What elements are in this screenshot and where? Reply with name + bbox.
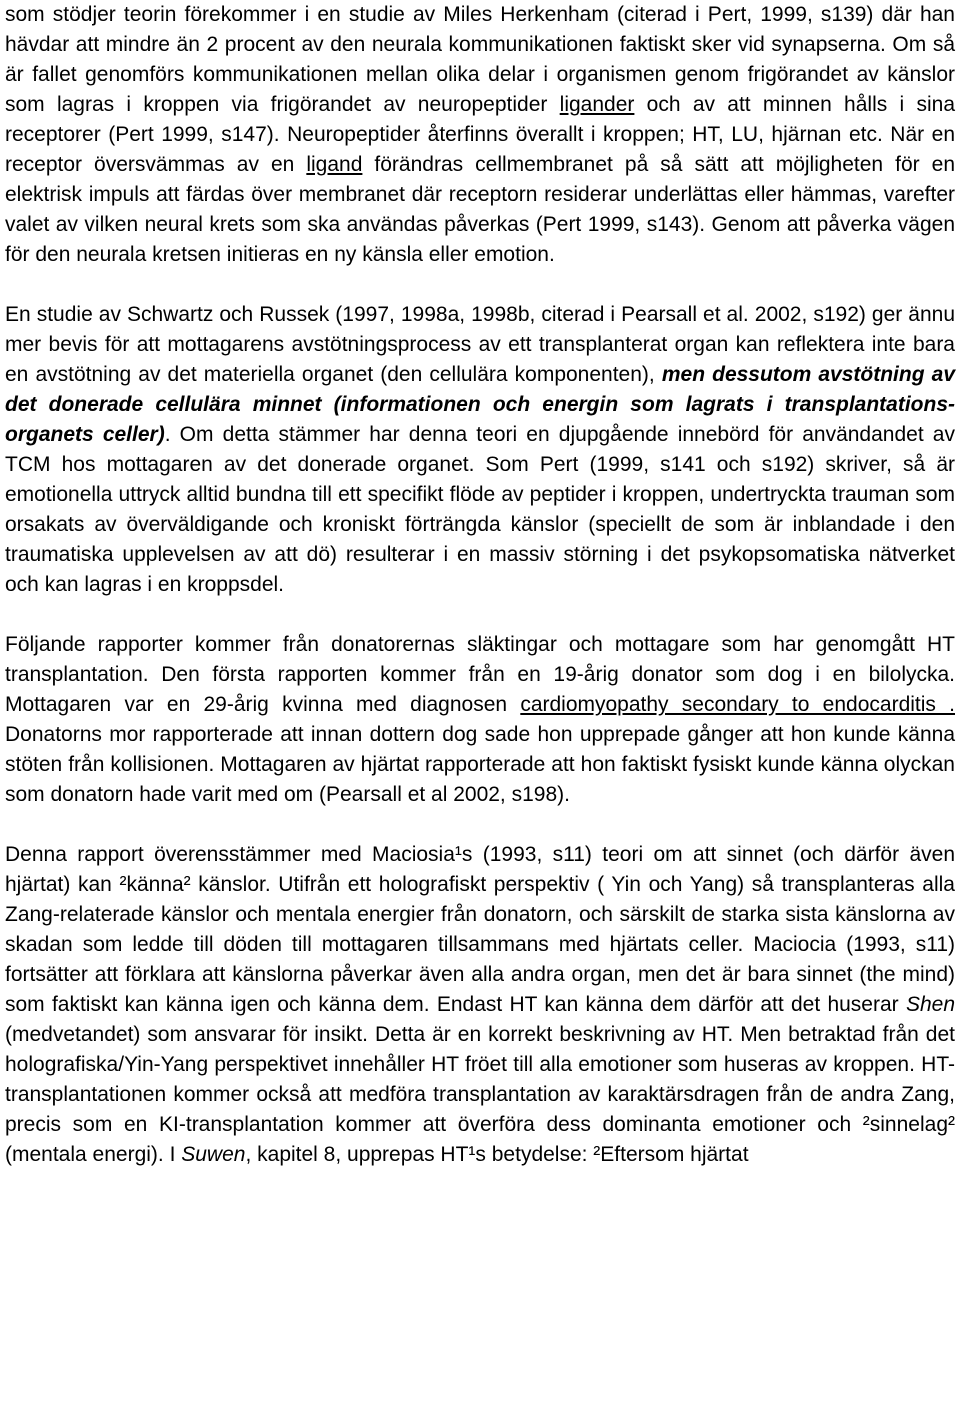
- text-run: förändras cellmembranet på så sätt att möjligheten för en elektrisk impuls att färdas över membranet där receptorn residerar underlättas eller hämmas, varefter valet av vilken neural krets som ska användas påverkas (Pert 1999, s143). Genom att påverka vägen för den neurala kretsen initieras en ny känsla eller emotion.: [5, 153, 955, 266]
- term-suwen: Suwen: [181, 1143, 246, 1166]
- term-ligand: ligand: [306, 153, 363, 176]
- text-run: En studie av Schwartz och Russek (1997, 1998a, 1998b, citerad i Pearsall et al. 2002, s192) ger ännu mer bevis för att mottagarens avstötningsprocess av ett transplanterat organ kan reflektera inte bara en avstötning av det materiella organet (den cellulära komponenten),: [5, 303, 955, 386]
- text-run: Donatorns mor rapporterade att innan dottern dog sade hon upprepade gånger att hon kunde känna stöten från kollisionen. Mottagaren av hjärtat rapporterade att hon faktiskt fysiskt kunde känna olyckan som donatorn hade varit med om (Pearsall et al 2002, s198).: [5, 723, 955, 806]
- emphasis-bold-italic: men dessutom avstötning av det donerade cellulära minnet (informationen och energin som lagrats i transplantations-organets celler): [5, 363, 955, 446]
- text-run: som stödjer teorin förekommer i en studie av Miles Herkenham (citerad i Pert, 1999, s139) där han hävdar att mindre än 2 procent av den neurala kommunikationen faktiskt sker vid synapserna. Om så är fallet genomförs kommunikationen mellan olika delar i organismen genom frigörandet av känslor som lagras i kroppen via frigörandet av neuropeptider: [5, 3, 955, 116]
- paragraph-4: [5, 840, 955, 1170]
- text-run: Denna rapport överensstämmer med Maciosia¹s (1993, s11) teori om att sinnet (och därför även hjärtat) kan ²känna² känslor. Utifrån ett holografiskt perspektiv ( Yin och Yang) så transplanteras alla Zang-relaterade känslor och mentala energier från donatorn, och särskilt de starka sista känslorna av skadan som ledde till döden till mottagaren tillsammans med hjärtats celler. Maciocia (1993, s11) fortsätter att förklara att känslorna påverkar även alla andra organ, men det är bara sinnet (the mind) som faktiskt kan känna igen och känna dem. Endast HT kan känna dem därför att det huserar: [5, 843, 955, 1016]
- paragraph-2: [5, 300, 955, 600]
- term-shen: Shen: [905, 993, 955, 1016]
- paragraph-1: [5, 0, 955, 270]
- text-run: , kapitel 8, upprepas HT¹s betydelse: ²Eftersom hjärtat: [245, 1143, 749, 1166]
- diagnosis-underlined: cardiomyopathy secondary to endocarditis .: [520, 693, 955, 716]
- text-run: (medvetandet) som ansvarar för insikt. Detta är en korrekt beskrivning av HT. Men betraktad från det holografiska/Yin-Yang perspektivet innehåller HT fröet till alla emotioner som huseras av kroppen. HT-transplantationen kommer också att medföra transplantation av karaktärsdragen från de andra Zang, precis som en KI-transplantation kommer att överföra dess dominanta emotioner och ²sinnelag² (mentala energi). I: [5, 1023, 955, 1166]
- text-run: . Om detta stämmer har denna teori en djupgående innebörd för användandet av TCM hos mottagaren av det donerade organet. Som Pert (1999, s141 och s192) skriver, så är emotionella uttryck alltid bundna till ett specifikt flöde av peptider i kroppen, undertryckta trauman som orsakats av överväldigande och kroniskt förträngda känslor (speciellt de som är inblandade i den traumatiska upplevelsen av att dö) resulterar i en massiv störning i det psykopsomatiska nätverket och kan lagras i en kroppsdel.: [5, 423, 955, 596]
- text-run: Följande rapporter kommer från donatorernas släktingar och mottagare som har genomgått HT transplantation. Den första rapporten kommer från en 19-årig donator som dog i en bilolycka. Mottagaren var en 29-årig kvinna med diagnosen: [5, 633, 955, 716]
- paragraph-3: [5, 630, 955, 810]
- term-ligander: ligander: [559, 93, 635, 116]
- text-run: och av att minnen hålls i sina receptorer (Pert 1999, s147). Neuropeptider återfinns överallt i kroppen; HT, LU, hjärnan etc. När en receptor översvämmas av en: [5, 93, 955, 176]
